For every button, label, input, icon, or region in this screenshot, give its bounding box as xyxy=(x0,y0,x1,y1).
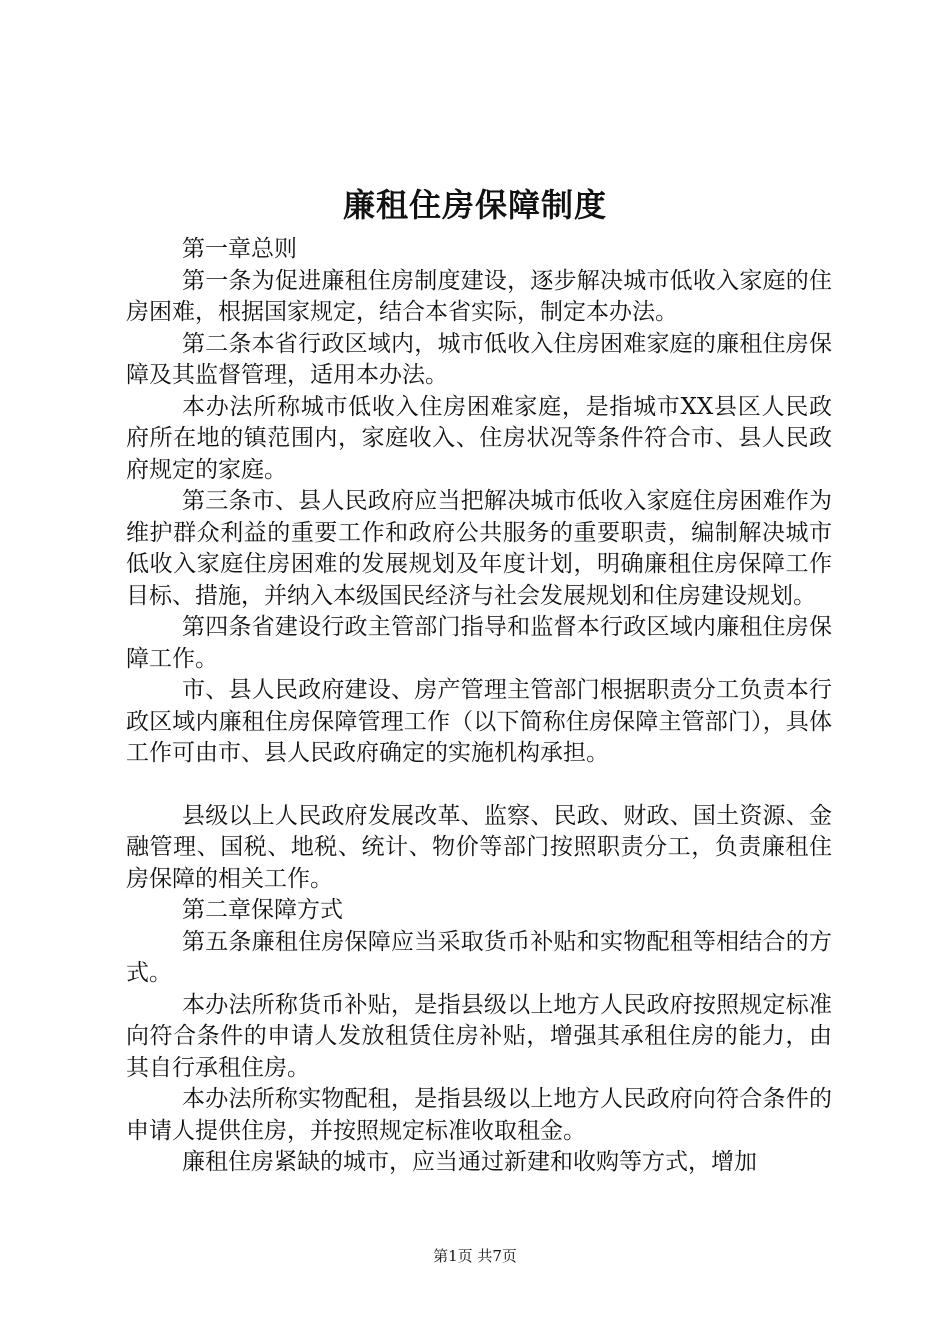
chapter-heading: 第二章保障方式 xyxy=(182,897,343,923)
chapter-heading: 第一章总则 xyxy=(182,236,297,262)
paragraph: 第四条省建设行政主管部门指导和监督本行政区域内廉租住房保障工作。 xyxy=(126,614,832,672)
paragraph: 县级以上人民政府发展改革、监察、民政、财政、国土资源、金融管理、国税、地税、统计、物价等部门按照职责分工，负责廉租住房保障的相关工作。 xyxy=(126,802,832,892)
paragraph: 廉租住房紧缺的城市，应当通过新建和收购等方式，增加 xyxy=(182,1149,757,1175)
document-body xyxy=(126,234,832,1179)
paragraph: 本办法所称实物配租，是指县级以上地方人民政府向符合条件的申请人提供住房，并按照规定标准收取租金。 xyxy=(126,1086,832,1144)
document-title: 廉租住房保障制度 xyxy=(342,186,607,224)
paragraph: 第一条为促进廉租住房制度建设，逐步解决城市低收入家庭的住房困难，根据国家规定，结合本省实际，制定本办法。 xyxy=(126,267,832,325)
paragraph: 市、县人民政府建设、房产管理主管部门根据职责分工负责本行政区域内廉租住房保障管理工作（以下简称住房保障主管部门），具体工作可由市、县人民政府确定的实施机构承担。 xyxy=(126,677,832,766)
paragraph: 第三条市、县人民政府应当把解决城市低收入家庭住房困难作为维护群众利益的重要工作和政府公共服务的重要职责，编制解决城市低收入家庭住房困难的发展规划及年度计划，明确廉租住房保障工作目标、措施，并纳入本级国民经济与社会发展规划和住房建设规划。 xyxy=(126,488,832,609)
paragraph: 本办法所称货币补贴，是指县级以上地方人民政府按照规定标准向符合条件的申请人发放租赁住房补贴，增强其承租住房的能力，由其自行承租住房。 xyxy=(126,991,832,1081)
page-number: 第1页 共7页 xyxy=(433,1247,517,1265)
paragraph: 第二条本省行政区域内，城市低收入住房困难家庭的廉租住房保障及其监督管理，适用本办法。 xyxy=(126,330,832,388)
paragraph: 本办法所称城市低收入住房困难家庭，是指城市XX县区人民政府所在地的镇范围内，家庭收入、住房状况等条件符合市、县人民政府规定的家庭。 xyxy=(126,393,832,483)
paragraph: 第五条廉租住房保障应当采取货币补贴和实物配租等相结合的方式。 xyxy=(126,928,832,986)
